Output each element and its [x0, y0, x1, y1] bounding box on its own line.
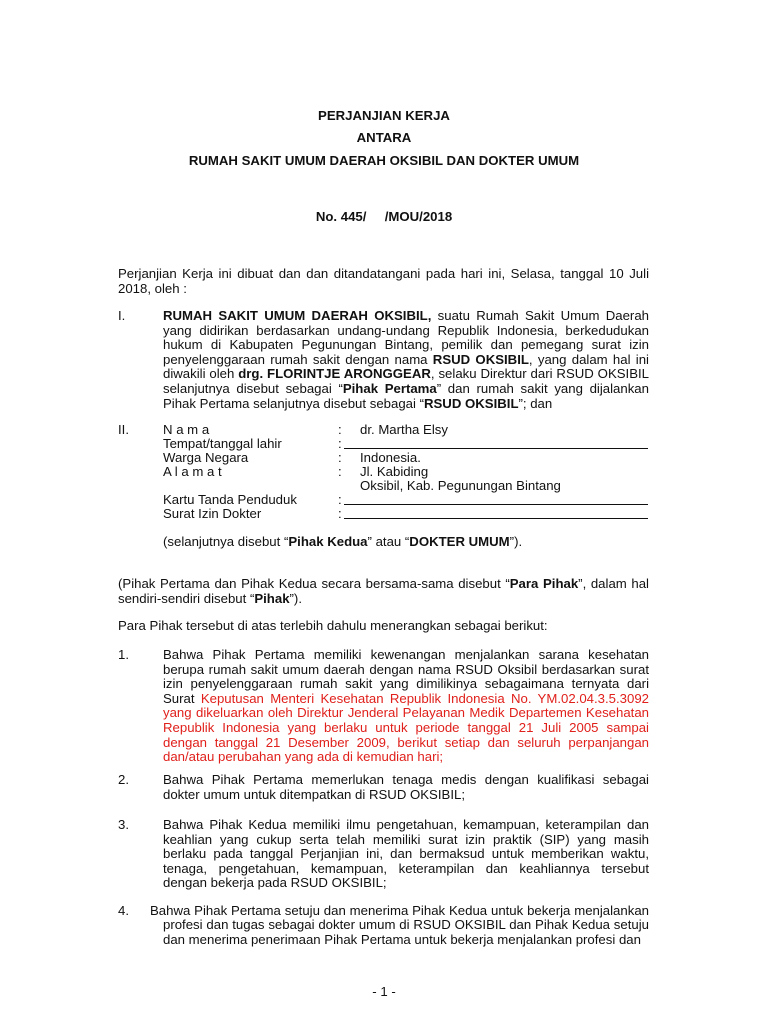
- party2-closing-b: ” atau “: [367, 534, 410, 549]
- party2-dokter-umum: DOKTER UMUM: [409, 534, 510, 549]
- document-title: PERJANJIAN KERJA: [318, 108, 450, 123]
- field-label-nama: N a m a: [163, 422, 210, 437]
- party1-rsud: RSUD OKSIBIL: [432, 351, 529, 367]
- party1-paragraph: [163, 309, 649, 411]
- party2-pihak-kedua: Pihak Kedua: [288, 534, 368, 549]
- field-label-warga-negara: Warga Negara: [163, 450, 249, 465]
- field-value-alamat: Jl. Kabiding: [360, 464, 429, 479]
- party2-numeral: II.: [118, 422, 129, 437]
- para-pihak-text-b: ”, dalam hal sendiri-sendiri disebut “: [118, 576, 649, 606]
- recital-1-text: Bahwa Pihak Pertama memiliki kewenangan menjalankan sarana kesehatan berupa rumah sakit umum daerah dengan nama RSUD Oksibil berdasarkan surat izin penyelenggaraan rumah sakit yang dimilikinya sebagaimana ternyata dari Surat: [163, 647, 649, 706]
- recital-number: 4.: [118, 903, 129, 918]
- recital-2: Bahwa Pihak Pertama memerlukan tenaga medis dengan kualifikasi sebagai dokter umum untuk ditempatkan di RSUD OKSIBIL;: [163, 772, 649, 802]
- party2-alias-line: [163, 535, 522, 550]
- party1-text-d: ” dan rumah sakit yang dijalankan Pihak Pertama selanjutnya disebut sebagai “: [163, 380, 649, 411]
- party2-closing-c: ”).: [509, 534, 523, 549]
- field-blank-line: [344, 448, 648, 449]
- field-label-tempat-tanggal-lahir: Tempat/tanggal lahir: [163, 436, 282, 451]
- party1-text-c: , selaku Direktur dari RSUD OKSIBIL selanjutnya disebut sebagai “: [163, 366, 649, 396]
- recital-4-first-line: Bahwa Pihak Pertama setuju dan menerima Pihak Kedua untuk bekerja menjalankan: [150, 903, 649, 918]
- field-value-nama: dr. Martha Elsy: [360, 422, 448, 437]
- field-colon: :: [338, 506, 342, 521]
- document-parties-heading: RUMAH SAKIT UMUM DAERAH OKSIBIL DAN DOKTER UMUM: [188, 153, 580, 168]
- intro-paragraph: Perjanjian Kerja ini dibuat dan dan ditandatangani pada hari ini, Selasa, tanggal 10 Juli 2018, oleh :: [118, 266, 649, 296]
- pihak-term: Pihak: [254, 590, 290, 606]
- para-pihak-paragraph: [118, 577, 649, 606]
- field-blank-line: [344, 504, 648, 505]
- party1-rsud-alias: RSUD OKSIBIL: [423, 395, 519, 411]
- field-colon: :: [338, 436, 342, 451]
- field-value-alamat-line2: Oksibil, Kab. Pegunungan Bintang: [360, 478, 561, 493]
- document-number: No. 445/ /MOU/2018: [315, 209, 453, 224]
- party1-text-a: suatu Rumah Sakit Umum Daerah yang didirikan berdasarkan undang-undang Republik Indonesia, berkedudukan hukum di Kabupaten Pegunungan Bintang, pemilik dan pemegang surat izin penyelenggaraan rumah sakit dengan nama: [163, 308, 649, 367]
- recital-1-decree-reference: Keputusan Menteri Kesehatan Republik Indonesia No. YM.02.04.3.5.3092 yang dikeluarkan oleh Direktur Jenderal Pelayanan Medik Departemen Kesehatan Republik Indonesia yang berlaku untuk periode tanggal 21 Juli 2005 sampai dengan tanggal 21 Desember 2009, berikut setiap dan seluruh perpanjangan dan/atau perubahan yang ada di kemudian hari;: [163, 690, 649, 765]
- recitals-intro: Para Pihak tersebut di atas terlebih dahulu menerangkan sebagai berikut:: [118, 618, 548, 633]
- recital-number: 1.: [118, 647, 129, 662]
- field-blank-line: [344, 518, 648, 519]
- party1-text-e: ”; dan: [518, 395, 553, 411]
- recital-number: 2.: [118, 772, 129, 787]
- para-pihak-term: Para Pihak: [509, 576, 579, 591]
- para-pihak-text-a: (Pihak Pertama dan Pihak Kedua secara bersama-sama disebut “: [118, 576, 510, 591]
- party2-closing-a: (selanjutnya disebut “: [163, 534, 289, 549]
- party1-representative: drg. FLORINTJE ARONGGEAR: [238, 366, 431, 382]
- recital-3: Bahwa Pihak Kedua memiliki ilmu pengetahuan, kemampuan, keterampilan dan keahlian yang cukup serta telah memiliki surat izin praktik (SIP) yang masih berlaku pada tanggal Perjanjian ini, dan bermaksud untuk memberikan waktu, tenaga, pengetahuan, kemampuan, keterampilan dan keahliannya tersebut dengan bekerja pada RSUD OKSIBIL;: [163, 817, 649, 891]
- document-subtitle: ANTARA: [356, 130, 412, 145]
- recital-1: [163, 648, 649, 765]
- party1-name: RUMAH SAKIT UMUM DAERAH OKSIBIL,: [163, 308, 432, 323]
- party1-numeral: I.: [118, 308, 126, 323]
- field-colon: :: [338, 450, 342, 465]
- recital-4: profesi dan tugas sebagai dokter umum di RSUD OKSIBIL dan Pihak Kedua setuju dan menerima penerimaan Pihak Pertama untuk bekerja menjalankan profesi dan: [163, 917, 649, 947]
- para-pihak-text-c: ”).: [289, 590, 302, 606]
- field-label-alamat: A l a m a t: [163, 464, 222, 479]
- party1-text-b: , yang dalam hal ini diwakili oleh: [163, 351, 649, 382]
- recital-number: 3.: [118, 817, 129, 832]
- field-label-surat-izin: Surat Izin Dokter: [163, 506, 262, 521]
- page-number: - 1 -: [372, 984, 396, 999]
- party1-pihak-pertama: Pihak Pertama: [342, 380, 437, 396]
- field-colon: :: [338, 422, 342, 437]
- field-colon: :: [338, 492, 342, 507]
- field-value-warga-negara: Indonesia.: [360, 450, 421, 465]
- field-colon: :: [338, 464, 342, 479]
- field-label-ktp: Kartu Tanda Penduduk: [163, 492, 297, 507]
